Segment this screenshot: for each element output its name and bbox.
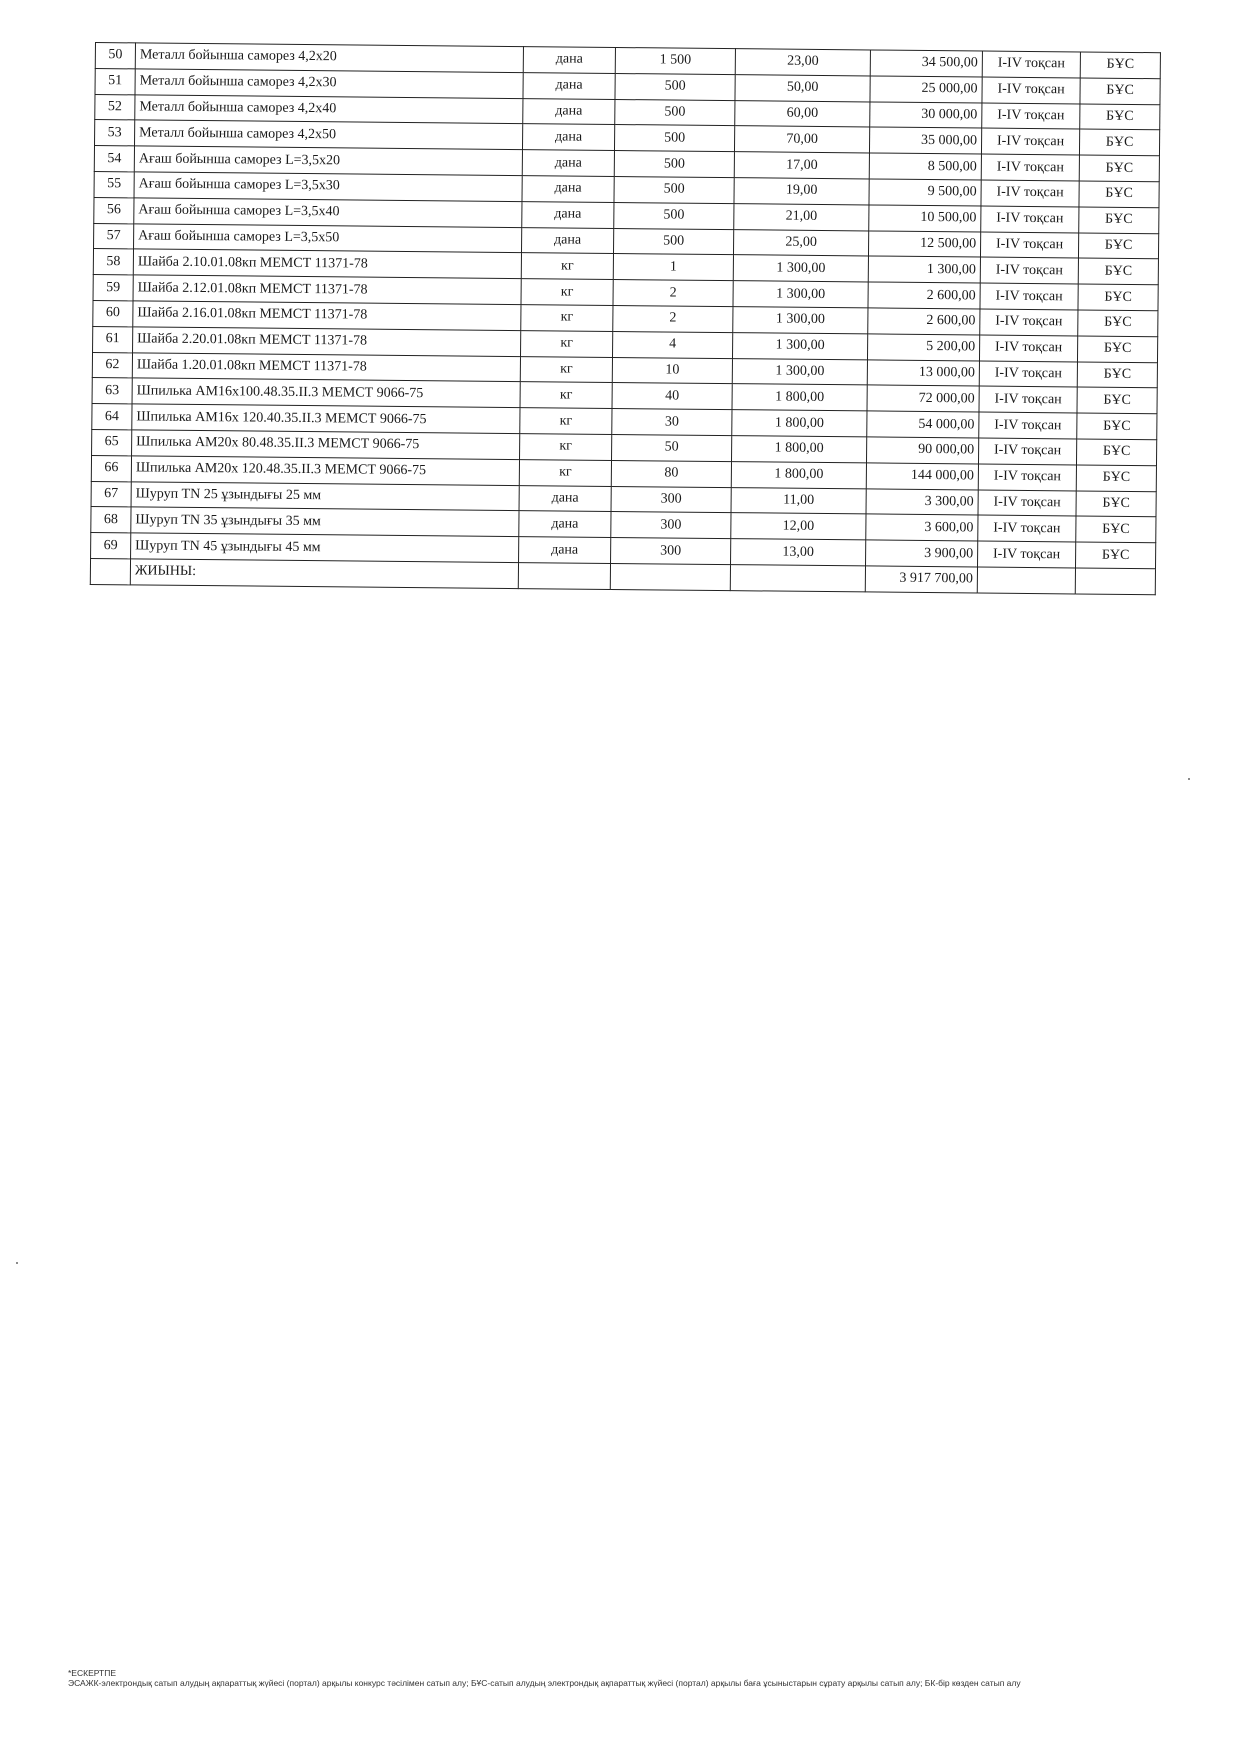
method-cell: БҰС	[1077, 336, 1157, 363]
quantity-cell: 500	[614, 176, 734, 203]
period-cell: I-IV тоқсан	[981, 154, 1079, 181]
period-cell: I-IV тоқсан	[981, 180, 1079, 207]
item-name: Шуруп TN 45 ұзындығы 45 мм	[131, 533, 519, 563]
procurement-table	[90, 42, 1161, 595]
unit-cell: кг	[519, 459, 611, 486]
sum-cell: 25 000,00	[870, 76, 982, 103]
total-period	[977, 567, 1075, 594]
period-cell: I-IV тоқсан	[978, 438, 1076, 465]
price-cell: 23,00	[735, 49, 870, 76]
unit-cell: кг	[521, 330, 613, 357]
sum-cell: 72 000,00	[867, 385, 979, 412]
sum-cell: 2 600,00	[868, 308, 980, 335]
quantity-cell: 500	[614, 202, 734, 229]
price-cell: 1 300,00	[732, 358, 867, 385]
item-name: Ағаш бойынша саморез L=3,5х50	[134, 223, 522, 253]
method-cell: БҰС	[1078, 233, 1158, 260]
sum-cell: 2 600,00	[868, 282, 980, 309]
quantity-cell: 4	[612, 331, 732, 358]
item-name: Шайба 2.12.01.08кп МЕМСТ 11371-78	[133, 275, 521, 305]
price-cell: 1 800,00	[732, 436, 867, 463]
method-cell: БҰС	[1076, 465, 1156, 492]
quantity-cell: 2	[613, 305, 733, 332]
quantity-cell: 300	[611, 512, 731, 539]
unit-cell: кг	[520, 356, 612, 383]
total-label: ЖИЫНЫ:	[130, 559, 518, 589]
method-cell: БҰС	[1080, 104, 1160, 131]
quantity-cell: 500	[613, 228, 733, 255]
footnote-text: ЭСАЖК-электрондық сатып алудың ақпараттық жүйесі (портал) арқылы конкурс тәсілімен сатып алу; БҰС-сатып алудың электрондық ақпараттық жүйесі (портал) арқылы баға ұсыныстарын сұрату арқылы сатып алу; БК-бір көзден сатып алу	[68, 1678, 1021, 1688]
row-number: 58	[93, 249, 133, 275]
period-cell: I-IV тоқсан	[981, 206, 1079, 233]
row-number: 57	[94, 223, 134, 249]
item-name: Ағаш бойынша саморез L=3,5х20	[134, 146, 522, 176]
method-cell: БҰС	[1079, 181, 1159, 208]
price-cell: 1 800,00	[732, 384, 867, 411]
sum-cell: 90 000,00	[866, 437, 978, 464]
unit-cell: дана	[522, 124, 614, 151]
quantity-cell: 10	[612, 357, 732, 384]
period-cell: I-IV тоқсан	[978, 464, 1076, 491]
method-cell: БҰС	[1077, 362, 1157, 389]
sum-cell: 1 300,00	[868, 256, 980, 283]
unit-cell: дана	[522, 201, 614, 228]
price-cell: 12,00	[731, 513, 866, 540]
price-cell: 13,00	[731, 539, 866, 566]
quantity-cell: 1 500	[615, 47, 735, 74]
method-cell: БҰС	[1077, 413, 1157, 440]
sum-cell: 54 000,00	[867, 411, 979, 438]
row-number: 56	[94, 197, 134, 223]
unit-cell: дана	[521, 227, 613, 254]
price-cell: 1 300,00	[733, 281, 868, 308]
row-number: 51	[95, 68, 135, 94]
total-sum: 3 917 700,00	[865, 566, 977, 593]
method-cell: БҰС	[1078, 310, 1158, 337]
sum-cell: 9 500,00	[869, 179, 981, 206]
row-number: 68	[91, 507, 131, 533]
period-cell: I-IV тоқсан	[978, 541, 1076, 568]
scan-speck	[1188, 778, 1190, 780]
unit-cell: дана	[519, 485, 611, 512]
period-cell: I-IV тоқсан	[979, 412, 1077, 439]
price-cell: 19,00	[734, 178, 869, 205]
price-cell: 21,00	[734, 203, 869, 230]
total-row-number	[90, 558, 130, 584]
price-cell: 1 800,00	[732, 410, 867, 437]
period-cell: I-IV тоқсан	[980, 309, 1078, 336]
scan-speck	[16, 1262, 18, 1264]
quantity-cell: 2	[613, 280, 733, 307]
row-number: 62	[92, 352, 132, 378]
sum-cell: 3 300,00	[866, 488, 978, 515]
row-number: 52	[95, 94, 135, 120]
unit-cell: кг	[520, 382, 612, 409]
unit-cell: дана	[523, 72, 615, 99]
period-cell: I-IV тоқсан	[978, 515, 1076, 542]
period-cell: I-IV тоқсан	[979, 335, 1077, 362]
item-name: Шпилька АМ16х 120.40.35.II.3 МЕМСТ 9066-75	[132, 404, 520, 434]
row-number: 63	[92, 378, 132, 404]
method-cell: БҰС	[1079, 129, 1159, 156]
unit-cell: кг	[520, 434, 612, 461]
price-cell: 70,00	[734, 126, 869, 153]
price-cell: 50,00	[735, 74, 870, 101]
period-cell: I-IV тоқсан	[982, 51, 1080, 78]
item-name: Шпилька АМ20х 80.48.35.II.3 МЕМСТ 9066-75	[132, 430, 520, 460]
item-name: Ағаш бойынша саморез L=3,5х30	[134, 172, 522, 202]
quantity-cell: 50	[612, 434, 732, 461]
unit-cell: дана	[523, 98, 615, 125]
row-number: 64	[92, 404, 132, 430]
sum-cell: 35 000,00	[869, 127, 981, 154]
method-cell: БҰС	[1077, 387, 1157, 414]
sum-cell: 5 200,00	[867, 334, 979, 361]
row-number: 61	[93, 326, 133, 352]
total-price	[730, 565, 865, 592]
price-cell: 25,00	[733, 229, 868, 256]
row-number: 60	[93, 300, 133, 326]
row-number: 69	[91, 533, 131, 559]
sum-cell: 13 000,00	[867, 359, 979, 386]
row-number: 54	[94, 146, 134, 172]
item-name: Шпилька АМ20х 120.48.35.II.3 МЕМСТ 9066-75	[131, 456, 519, 486]
quantity-cell: 30	[612, 409, 732, 436]
sum-cell: 10 500,00	[869, 205, 981, 232]
footnote-title: *ЕСКЕРТПЕ	[68, 1668, 116, 1678]
method-cell: БҰС	[1080, 78, 1160, 105]
row-number: 65	[92, 429, 132, 455]
method-cell: БҰС	[1078, 258, 1158, 285]
method-cell: БҰС	[1076, 490, 1156, 517]
price-cell: 1 800,00	[731, 461, 866, 488]
sum-cell: 12 500,00	[868, 231, 980, 258]
unit-cell: дана	[519, 537, 611, 564]
sum-cell: 8 500,00	[869, 153, 981, 180]
price-cell: 1 300,00	[733, 307, 868, 334]
period-cell: I-IV тоқсан	[982, 77, 1080, 104]
item-name: Шайба 2.10.01.08кп МЕМСТ 11371-78	[133, 249, 521, 279]
row-number: 59	[93, 275, 133, 301]
unit-cell: дана	[523, 47, 615, 74]
row-number: 53	[95, 120, 135, 146]
quantity-cell: 1	[613, 254, 733, 281]
period-cell: I-IV тоқсан	[981, 128, 1079, 155]
item-name: Металл бойынша саморез 4,2х40	[135, 94, 523, 124]
sum-cell: 30 000,00	[870, 102, 982, 129]
period-cell: I-IV тоқсан	[982, 103, 1080, 130]
quantity-cell: 500	[614, 125, 734, 152]
price-cell: 60,00	[735, 100, 870, 127]
method-cell: БҰС	[1079, 207, 1159, 234]
method-cell: БҰС	[1076, 439, 1156, 466]
total-unit	[518, 563, 610, 590]
price-cell: 1 300,00	[733, 255, 868, 282]
period-cell: I-IV тоқсан	[979, 361, 1077, 388]
sum-cell: 144 000,00	[866, 463, 978, 490]
price-cell: 17,00	[734, 152, 869, 179]
unit-cell: дана	[522, 150, 614, 177]
unit-cell: дана	[519, 511, 611, 538]
method-cell: БҰС	[1075, 542, 1155, 569]
footnote	[68, 1668, 1178, 1688]
quantity-cell: 500	[614, 151, 734, 178]
row-number: 66	[91, 455, 131, 481]
item-name: Металл бойынша саморез 4,2х30	[135, 69, 523, 99]
row-number: 50	[95, 43, 135, 69]
method-cell: БҰС	[1076, 516, 1156, 543]
quantity-cell: 300	[611, 486, 731, 513]
method-cell: БҰС	[1079, 155, 1159, 182]
row-number: 55	[94, 171, 134, 197]
item-name: Ағаш бойынша саморез L=3,5х40	[134, 198, 522, 228]
sum-cell: 34 500,00	[870, 50, 982, 77]
item-name: Шайба 2.20.01.08кп МЕМСТ 11371-78	[133, 327, 521, 357]
item-name: Шпилька АМ16х100.48.35.II.3 МЕМСТ 9066-75	[132, 378, 520, 408]
quantity-cell: 300	[611, 538, 731, 565]
quantity-cell: 80	[611, 460, 731, 487]
row-number: 67	[91, 481, 131, 507]
item-name: Шуруп TN 25 ұзындығы 25 мм	[131, 481, 519, 511]
sum-cell: 3 900,00	[866, 540, 978, 567]
unit-cell: кг	[521, 305, 613, 332]
period-cell: I-IV тоқсан	[978, 490, 1076, 517]
unit-cell: кг	[520, 408, 612, 435]
period-cell: I-IV тоқсан	[980, 283, 1078, 310]
quantity-cell: 500	[615, 73, 735, 100]
total-qty	[610, 563, 730, 590]
item-name: Металл бойынша саморез 4,2х20	[135, 43, 523, 73]
quantity-cell: 500	[615, 99, 735, 126]
period-cell: I-IV тоқсан	[980, 232, 1078, 259]
price-cell: 1 300,00	[732, 332, 867, 359]
unit-cell: кг	[521, 253, 613, 280]
item-name: Шайба 2.16.01.08кп МЕМСТ 11371-78	[133, 301, 521, 331]
method-cell: БҰС	[1080, 52, 1160, 79]
sum-cell: 3 600,00	[866, 514, 978, 541]
item-name: Шайба 1.20.01.08кп МЕМСТ 11371-78	[132, 352, 520, 382]
procurement-sheet	[90, 42, 1160, 595]
item-name: Металл бойынша саморез 4,2х50	[135, 120, 523, 150]
unit-cell: кг	[521, 279, 613, 306]
method-cell: БҰС	[1078, 284, 1158, 311]
unit-cell: дана	[522, 176, 614, 203]
period-cell: I-IV тоқсан	[980, 257, 1078, 284]
total-method	[1075, 568, 1155, 595]
quantity-cell: 40	[612, 383, 732, 410]
period-cell: I-IV тоқсан	[979, 386, 1077, 413]
item-name: Шуруп TN 35 ұзындығы 35 мм	[131, 507, 519, 537]
price-cell: 11,00	[731, 487, 866, 514]
